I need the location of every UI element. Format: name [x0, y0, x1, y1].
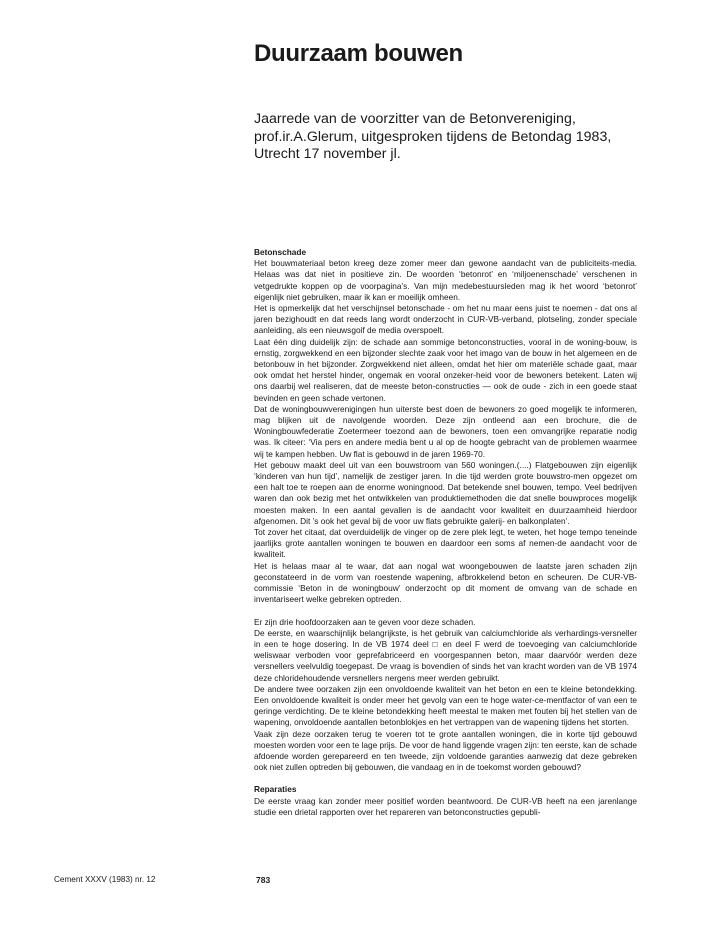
body-paragraph: Tot zover het citaat, dat overduidelijk de vinger op de zere plek legt, te weten, het hoge tempo teneinde jaarlijks grote aantallen woningen te bouwen en daardoor een soms af nemen-de aandacht voor de kwaliteit.	[254, 527, 637, 560]
intro-line: prof.ir.A.Glerum, uitgesproken tijdens de Betondag 1983,	[254, 128, 612, 145]
body-paragraph: De andere twee oorzaken zijn een onvoldoende kwaliteit van het beton en een te kleine betondekking. Een onvoldoende kwaliteit is onder meer het gevolg van een te hoge water-ce-mentfactor of van een te geringe verdichting. De te kleine betondekking heeft meestal te maken met fouten bij het stellen van de wapening, onvoldoende aantallen betonblokjes en het vertrappen van de wapening tijdens het storten.	[254, 683, 637, 728]
page-number: 783	[256, 875, 271, 885]
body-paragraph: De eerste vraag kan zonder meer positief worden beantwoord. De CUR-VB heeft na een jarenlange studie een drietal rapporten over het repareren van betonconstructies gepubli-	[254, 795, 637, 817]
body-paragraph: De eerste, en waarschijnlijk belangrijkste, is het gebruik van calciumchloride als verhardings-versneller in een te hoge dosering. In de VB 1974 deel □ en deel F werd de toevoeging van calciumchloride weliswaar verboden voor geprefabriceerd en voorgespannen beton, maar daarvóór werden deze versnellers veelvuldig toegepast. De vraag is bovendien of sinds het van kracht worden van de VB 1974 deze chloridehoudende versnellers nergens meer werden gebruikt.	[254, 627, 637, 683]
section-heading-betonschade: Betonschade	[254, 247, 307, 257]
article-title: Duurzaam bouwen	[254, 40, 463, 67]
body-paragraph: Het gebouw maakt deel uit van een bouwstroom van 560 woningen.(....) Flatgebouwen zijn eigenlijk ‘kinderen van hun tijd’, namelijk de zestiger jaren. In die tijd werden grote bouwstro-men opgezet om een halt toe te roepen aan de enorme woningnood. Dat betekende snel bouwen, tempo. Veel bedrijven waren dan ook bezig met het ontwikkelen van produktiemethoden die dat snelle bouwproces mogelijk moesten maken. In een aantal gevallen is de aandacht voor kwaliteit en duurzaamheid hierdoor afgenomen. Dit ’s ook het geval bij de voor uw flats gebruikte galerij- en balkonplaten’.	[254, 459, 637, 526]
section-heading-reparaties: Reparaties	[254, 784, 297, 795]
body-paragraph: Laat één ding duidelijk zijn: de schade aan sommige betonconstructies, vooral in de woning-bouw, is ernstig, zorgwekkend en een bijzonder slechte zaak voor het imago van de bouw in het algemeen en de betonbouw in het bijzonder. Zorgwekkend niet alleen, omdat het hier om materiële schade gaat, maar ook omdat het herstel hinder, ongemak en vooral onzeker-heid voor de bewoners betekent. Laten wij ons daarbij wel realiseren, dat de meeste beton-constructies — ook de oude - zich in een goede staat bevinden en geen schade vertonen.	[254, 336, 637, 403]
body-paragraph: Vaak zijn deze oorzaken terug te voeren tot te grote aantallen woningen, die in korte tijd gebouwd moesten worden voor een te lage prijs. De voor de hand liggende vragen zijn: ten eerste, kan de schade afdoende worden gerepareerd en ten tweede, zijn voldoende garanties aanwezig dat deze gebreken ook niet zullen optreden bij gebouwen, die vandaag en in de toekomst worden gebouwd?	[254, 728, 637, 773]
journal-reference: Cement XXXV (1983) nr. 12	[54, 875, 156, 884]
paragraph-gap	[254, 606, 637, 617]
body-paragraph: Er zijn drie hoofdoorzaken aan te geven voor deze schaden.	[254, 616, 476, 627]
body-paragraph: Het bouwmateriaal beton kreeg deze zomer meer dan gewone aandacht van de publiciteits-media. Helaas was dat niet in positieve zin. De woorden ‘betonrot’ en ‘miljoenenschade’ verschenen in vetgedrukte koppen op de voorpagina’s. Van mijn medebestuursleden mag ik het woord ‘betonrot’ eigenlijk niet gebruiken, maar ik kan er moeilijk omheen.	[254, 258, 637, 302]
intro-line: Utrecht 17 november jl.	[254, 146, 401, 162]
intro-line: Jaarrede van de voorzitter van de Betonvereniging,	[254, 111, 576, 127]
article-intro	[254, 111, 644, 164]
body-paragraph: Dat de woningbouwverenigingen hun uiterste best doen de bewoners zo goed mogelijk te informeren, mag blijken uit de navolgende woorden. Deze zijn ontleend aan een brochure, die de Woningbouwfederatie Zoetermeer toezond aan de bewoners, toen een omvangrijke reparatie nodig was. Ik citeer: ‘Via pers en andere media bent u al op de hoogte gebracht van de problemen waarmee wij te kampen hebben. Uw flat is gebouwd in de jaren 1969-70.	[254, 403, 637, 459]
body-paragraph: Het is helaas maar al te waar, dat aan nogal wat woongebouwen de laatste jaren schaden zijn geconstateerd in de vorm van roestende wapening, afbrokkelend beton en scheuren. De CUR-VB-commissie ‘Beton in de woningbouw’ onderzocht op dit moment de omvang van de schade en inventariseert welke gebreken optreden.	[254, 560, 637, 605]
article-body	[254, 247, 637, 818]
paragraph-gap	[254, 773, 637, 784]
body-paragraph: Het is opmerkelijk dat het verschijnsel betonschade - om het nu maar eens juist te noemen - dat ons al jaren bezighoudt en dat reeds lang wordt onderzocht in CUR-VB-verband, plotseling, zonder speciale aanleiding, als een nieuwsgoif de media overspoelt.	[254, 303, 637, 336]
